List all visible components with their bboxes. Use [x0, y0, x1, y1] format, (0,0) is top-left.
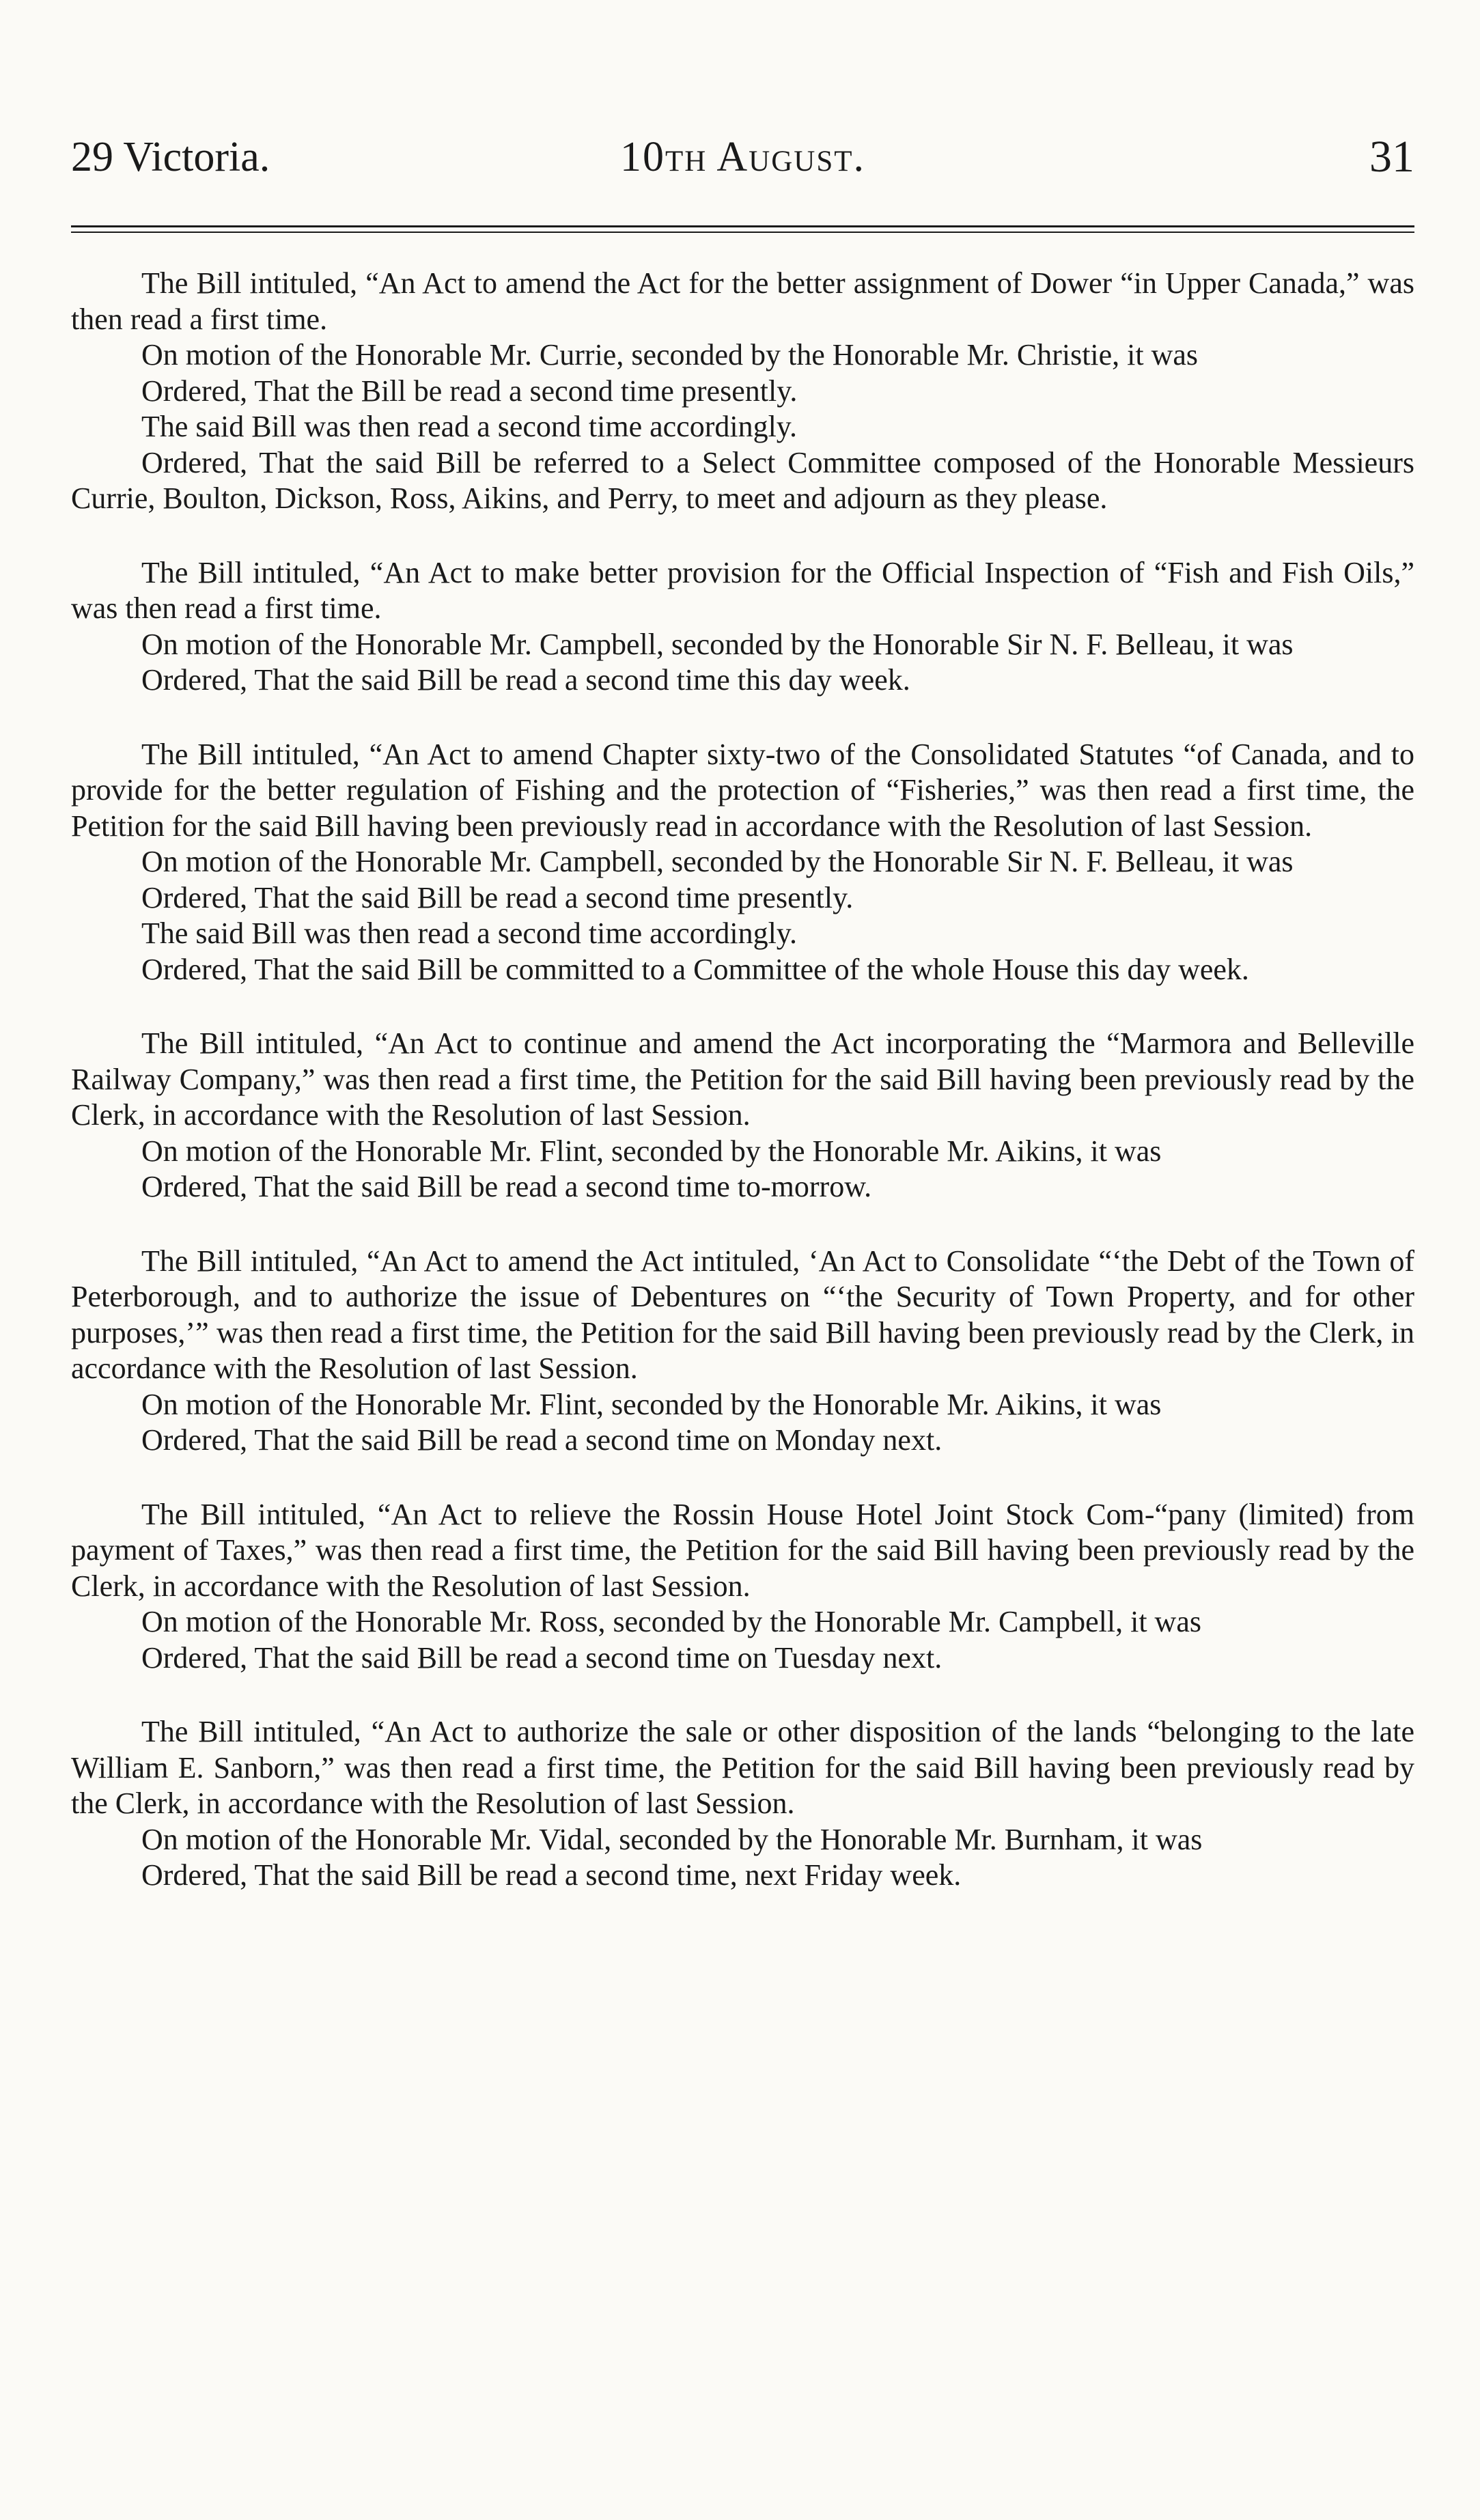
entry-paragraph: Ordered, That the said Bill be committed to a Committee of the whole House this day week.: [141, 952, 1249, 986]
entry-paragraph: The said Bill was then read a second time accordingly.: [141, 916, 797, 950]
entry-paragraph: On motion of the Honorable Mr. Vidal, seconded by the Honorable Mr. Burnham, it was: [141, 1822, 1203, 1856]
entry-paragraph: On motion of the Honorable Mr. Ross, seconded by the Honorable Mr. Campbell, it was: [141, 1605, 1201, 1638]
header-double-rule: [71, 225, 1414, 233]
entry-paragraph: Ordered, That the Bill be read a second time presently.: [141, 374, 798, 408]
session-label: 29 Victoria.: [71, 134, 270, 180]
page-number: 31: [1369, 132, 1414, 182]
entry-paragraph: The Bill intituled, “An Act to amend the Act for the better assignment of Dower “in Upper Canada,” was then read a first time.: [71, 266, 1414, 336]
entry-paragraph: The Bill intituled, “An Act to make better provision for the Official Inspection of “Fish and Fish Oils,” was then read a first time.: [71, 555, 1414, 625]
bill-entry: [71, 555, 1414, 699]
entry-paragraph: On motion of the Honorable Mr. Flint, seconded by the Honorable Mr. Aikins, it was: [141, 1387, 1162, 1421]
entry-paragraph: On motion of the Honorable Mr. Flint, seconded by the Honorable Mr. Aikins, it was: [141, 1134, 1162, 1168]
entry-paragraph: The Bill intituled, “An Act to relieve the Rossin House Hotel Joint Stock Com-“pany (limited) from payment of Taxes,” was then read a first time, the Petition for the said Bill having been previously read by the Clerk, in accordance with the Resolution of last Session.: [71, 1497, 1414, 1603]
bill-entry: [71, 1497, 1414, 1677]
entry-paragraph: The Bill intituled, “An Act to amend the Act intituled, ‘An Act to Consolidate “‘the Debt of the Town of Peterborough, and to authorize the issue of Debentures on “‘the Security of Town Property, and for other purposes,’” was then read a first time, the Petition for the said Bill having been previously read by the Clerk, in accordance with the Resolution of last Session.: [71, 1244, 1414, 1385]
entry-paragraph: On motion of the Honorable Mr. Currie, seconded by the Honorable Mr. Christie, it was: [141, 338, 1199, 372]
entry-paragraph: Ordered, That the said Bill be read a second time, next Friday week.: [141, 1858, 962, 1892]
journal-body: [71, 266, 1414, 1894]
entry-paragraph: The Bill intituled, “An Act to continue and amend the Act incorporating the “Marmora and Belleville Railway Company,” was then read a first time, the Petition for the said Bill having been previously read by the Clerk, in accordance with the Resolution of last Session.: [71, 1026, 1414, 1132]
entry-paragraph: The said Bill was then read a second time accordingly.: [141, 410, 797, 443]
entry-paragraph: Ordered, That the said Bill be read a second time on Monday next.: [141, 1423, 943, 1457]
entry-paragraph: The Bill intituled, “An Act to authorize the sale or other disposition of the lands “belonging to the late William E. Sanborn,” was then read a first time, the Petition for the said Bill having been previously read by the Clerk, in accordance with the Resolution of last Session.: [71, 1715, 1414, 1820]
entry-paragraph: Ordered, That the said Bill be read a second time on Tuesday next.: [141, 1640, 943, 1675]
entry-paragraph: Ordered, That the said Bill be referred to a Select Committee composed of the Honorable Messieurs Currie, Boulton, Dickson, Ross, Aikins, and Perry, to meet and adjourn as they please.: [71, 445, 1414, 515]
entry-paragraph: On motion of the Honorable Mr. Campbell, seconded by the Honorable Sir N. F. Belleau, it was: [141, 627, 1294, 661]
entry-paragraph: The Bill intituled, “An Act to amend Chapter sixty-two of the Consolidated Statutes “of Canada, and to provide for the better regulation of Fishing and the protection of “Fisheries,” was then read a first time, the Petition for the said Bill having been previously read in accordance with the Resolution of last Session.: [71, 737, 1414, 843]
bill-entry: [71, 1026, 1414, 1205]
bill-entry: [71, 1714, 1414, 1894]
entry-paragraph: Ordered, That the said Bill be read a second time this day week.: [141, 663, 910, 697]
bill-entry: [71, 1244, 1414, 1459]
bill-entry: [71, 737, 1414, 988]
entry-paragraph: Ordered, That the said Bill be read a second time to-morrow.: [141, 1170, 872, 1203]
entry-paragraph: On motion of the Honorable Mr. Campbell, seconded by the Honorable Sir N. F. Belleau, it was: [141, 845, 1294, 878]
bill-entry: [71, 266, 1414, 517]
running-header: [71, 130, 1414, 198]
entry-paragraph: Ordered, That the said Bill be read a second time presently.: [141, 880, 854, 914]
date-label: 10th August.: [619, 134, 865, 180]
